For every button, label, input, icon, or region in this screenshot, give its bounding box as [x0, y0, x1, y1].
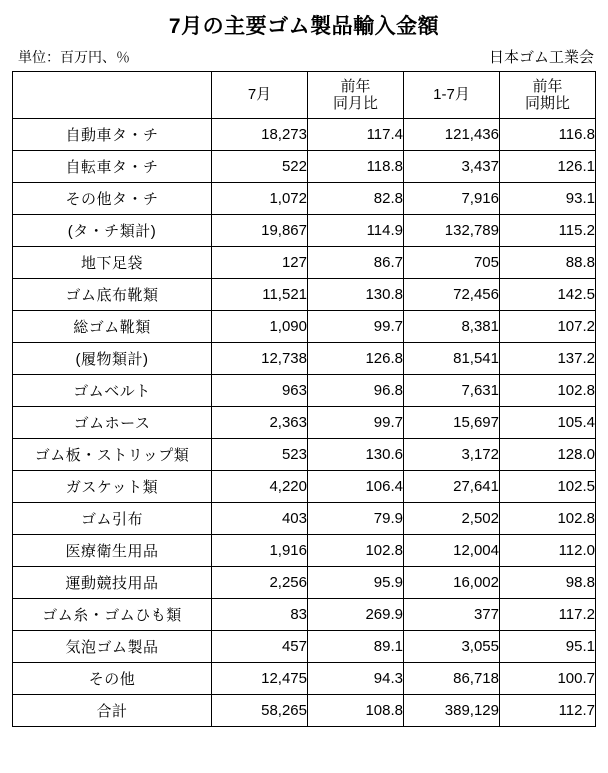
row-cumulative-value: 3,055 [404, 631, 500, 663]
row-month-yoy: 95.9 [308, 567, 404, 599]
row-label: その他タ・チ [13, 183, 212, 215]
row-month-value: 12,475 [212, 663, 308, 695]
row-month-yoy: 82.8 [308, 183, 404, 215]
table-row [13, 439, 596, 471]
row-month-value: 11,521 [212, 279, 308, 311]
row-cumulative-yoy: 105.4 [500, 407, 596, 439]
row-month-yoy: 118.8 [308, 151, 404, 183]
row-cumulative-yoy: 102.8 [500, 503, 596, 535]
row-cumulative-yoy: 115.2 [500, 215, 596, 247]
row-cumulative-yoy: 142.5 [500, 279, 596, 311]
row-cumulative-yoy: 93.1 [500, 183, 596, 215]
row-month-value: 457 [212, 631, 308, 663]
row-month-yoy: 108.8 [308, 695, 404, 727]
row-cumulative-value: 3,172 [404, 439, 500, 471]
row-label: 自転車タ・チ [13, 151, 212, 183]
row-cumulative-value: 16,002 [404, 567, 500, 599]
row-label: 総ゴム靴類 [13, 311, 212, 343]
row-cumulative-value: 81,541 [404, 343, 500, 375]
row-month-yoy: 94.3 [308, 663, 404, 695]
row-month-value: 2,363 [212, 407, 308, 439]
row-month-yoy: 96.8 [308, 375, 404, 407]
page-title: 7月の主要ゴム製品輸入金額 [168, 15, 440, 38]
unit-note: 単位：百万円、％ [18, 49, 130, 65]
header-cumulative-yoy-line-2: 同期比 [524, 95, 570, 112]
table-header [13, 72, 596, 119]
header-category [13, 72, 212, 119]
row-month-value: 4,220 [212, 471, 308, 503]
source-organization: 日本ゴム工業会 [488, 49, 594, 66]
row-month-yoy: 117.4 [308, 119, 404, 151]
table-row [13, 471, 596, 503]
header-month-yoy-line-1: 前年 [340, 77, 371, 95]
row-cumulative-yoy: 102.8 [500, 375, 596, 407]
row-label: 運動競技用品 [13, 567, 212, 599]
header-month-yoy [308, 72, 404, 119]
row-month-value: 522 [212, 151, 308, 183]
row-label: 医療衛生用品 [13, 535, 212, 567]
row-cumulative-value: 12,004 [404, 535, 500, 567]
header-month-yoy-line-2: 同月比 [332, 95, 378, 112]
row-cumulative-value: 27,641 [404, 471, 500, 503]
table-body [13, 119, 596, 727]
row-cumulative-value: 72,456 [404, 279, 500, 311]
table-row [13, 503, 596, 535]
row-month-value: 12,738 [212, 343, 308, 375]
row-month-yoy: 106.4 [308, 471, 404, 503]
table-row [13, 567, 596, 599]
table-row [13, 375, 596, 407]
row-month-value: 1,916 [212, 535, 308, 567]
row-month-yoy: 99.7 [308, 407, 404, 439]
row-label: 気泡ゴム製品 [13, 631, 212, 663]
header-cumulative-line-1: 1-7月 [433, 86, 470, 104]
table-row [13, 119, 596, 151]
table-row [13, 247, 596, 279]
row-month-yoy: 89.1 [308, 631, 404, 663]
row-label: 地下足袋 [13, 247, 212, 279]
table-row [13, 599, 596, 631]
row-month-yoy: 99.7 [308, 311, 404, 343]
row-cumulative-value: 377 [404, 599, 500, 631]
row-label: (タ・チ類計) [13, 215, 212, 247]
row-month-value: 963 [212, 375, 308, 407]
row-month-value: 523 [212, 439, 308, 471]
row-month-yoy: 130.6 [308, 439, 404, 471]
row-month-value: 1,072 [212, 183, 308, 215]
table-row [13, 407, 596, 439]
table-total-row [13, 695, 596, 727]
row-month-value: 1,090 [212, 311, 308, 343]
row-cumulative-value: 132,789 [404, 215, 500, 247]
header-cumulative [404, 72, 500, 119]
table-row [13, 215, 596, 247]
row-month-value: 19,867 [212, 215, 308, 247]
row-label: ガスケット類 [13, 471, 212, 503]
row-month-yoy: 130.8 [308, 279, 404, 311]
row-month-yoy: 126.8 [308, 343, 404, 375]
header-cumulative-yoy [500, 72, 596, 119]
row-cumulative-yoy: 100.7 [500, 663, 596, 695]
row-month-yoy: 114.9 [308, 215, 404, 247]
row-cumulative-yoy: 102.5 [500, 471, 596, 503]
row-label: ゴム引布 [13, 503, 212, 535]
row-label: ゴム底布靴類 [13, 279, 212, 311]
row-label: その他 [13, 663, 212, 695]
row-cumulative-value: 2,502 [404, 503, 500, 535]
row-cumulative-yoy: 112.7 [500, 695, 596, 727]
row-label: ゴムベルト [13, 375, 212, 407]
row-cumulative-value: 8,381 [404, 311, 500, 343]
table-row [13, 663, 596, 695]
row-label: 自動車タ・チ [13, 119, 212, 151]
row-month-yoy: 79.9 [308, 503, 404, 535]
table-row [13, 183, 596, 215]
row-cumulative-yoy: 107.2 [500, 311, 596, 343]
header-cumulative-yoy-line-1: 前年 [532, 77, 563, 95]
row-month-value: 403 [212, 503, 308, 535]
row-cumulative-yoy: 126.1 [500, 151, 596, 183]
row-label: ゴム板・ストリップ類 [13, 439, 212, 471]
table-row [13, 535, 596, 567]
row-cumulative-value: 389,129 [404, 695, 500, 727]
row-cumulative-value: 7,916 [404, 183, 500, 215]
row-cumulative-yoy: 137.2 [500, 343, 596, 375]
table-row [13, 631, 596, 663]
row-cumulative-value: 7,631 [404, 375, 500, 407]
row-cumulative-yoy: 88.8 [500, 247, 596, 279]
row-label: (履物類計) [13, 343, 212, 375]
meta-row [0, 46, 608, 71]
row-label: ゴム糸・ゴムひも類 [13, 599, 212, 631]
row-cumulative-value: 86,718 [404, 663, 500, 695]
row-cumulative-value: 3,437 [404, 151, 500, 183]
row-cumulative-value: 121,436 [404, 119, 500, 151]
row-month-yoy: 102.8 [308, 535, 404, 567]
row-label: 合計 [13, 695, 212, 727]
table-row [13, 279, 596, 311]
row-month-yoy: 269.9 [308, 599, 404, 631]
row-month-value: 83 [212, 599, 308, 631]
row-month-yoy: 86.7 [308, 247, 404, 279]
row-month-value: 127 [212, 247, 308, 279]
row-label: ゴムホース [13, 407, 212, 439]
row-month-value: 18,273 [212, 119, 308, 151]
row-cumulative-yoy: 95.1 [500, 631, 596, 663]
header-month-line-1: 7月 [247, 86, 272, 104]
table-row [13, 343, 596, 375]
row-cumulative-yoy: 117.2 [500, 599, 596, 631]
row-cumulative-value: 15,697 [404, 407, 500, 439]
row-month-value: 2,256 [212, 567, 308, 599]
row-cumulative-yoy: 116.8 [500, 119, 596, 151]
document-page [0, 10, 608, 773]
row-cumulative-yoy: 128.0 [500, 439, 596, 471]
row-month-value: 58,265 [212, 695, 308, 727]
row-cumulative-value: 705 [404, 247, 500, 279]
row-cumulative-yoy: 112.0 [500, 535, 596, 567]
import-value-table [12, 71, 596, 727]
table-row [13, 151, 596, 183]
table-row [13, 311, 596, 343]
header-month [212, 72, 308, 119]
row-cumulative-yoy: 98.8 [500, 567, 596, 599]
table-header-row [13, 72, 596, 119]
